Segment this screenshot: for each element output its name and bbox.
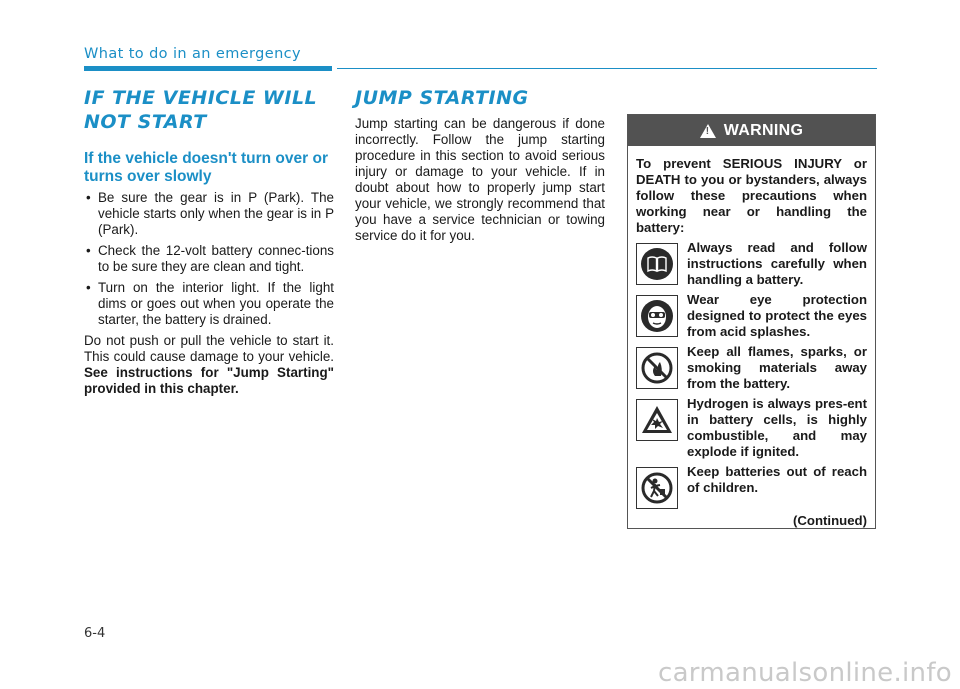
section-title: What to do in an emergency [84,46,302,62]
paragraph-text: Do not push or pull the vehicle to start it. This could cause damage to your vehicle. [84,333,334,364]
left-column [84,86,334,397]
middle-column [355,86,605,244]
list-item: • Check the 12-volt battery connec-tions to be sure they are clean and tight. [84,243,334,275]
keep-from-children-icon [636,467,678,509]
watermark: carmanualsonline.info [657,658,952,688]
warning-item [636,240,867,288]
warning-triangle-icon: ! [700,124,716,138]
explosion-hazard-icon [636,399,678,441]
warning-intro: To prevent SERIOUS INJURY or DEATH to you or bystanders, always follow these precautions when working near or handling the battery: [636,156,867,235]
warning-item [636,464,867,509]
warning-header [628,115,875,146]
warning-item [636,292,867,340]
warning-item-text: Hydrogen is always pres-ent in battery cells, is highly combustible, and may explode if ignited. [687,396,867,459]
list-item: • Be sure the gear is in P (Park). The vehicle starts only when the gear is in P (Park). [84,190,334,238]
header-rule-thin [337,68,877,69]
warning-item-text: Wear eye protection designed to protect the eyes from acid splashes. [687,292,867,339]
eye-protection-icon [636,295,678,337]
push-pull-paragraph [84,333,334,397]
no-flame-icon [636,347,678,389]
jump-starting-reference: See instructions for "Jump Starting" provided in this chapter. [84,365,334,396]
subheading-turns-over-slowly: If the vehicle doesn't turn over or turns over slowly [84,150,328,185]
heading-jump-starting: JUMP STARTING [355,87,529,109]
warning-title: WARNING [723,121,804,139]
warning-item [636,344,867,392]
warning-item [636,396,867,460]
manual-book-icon [636,243,678,285]
warning-item-text: Always read and follow instructions carefully when handling a battery. [687,240,867,287]
warning-item-text: Keep all flames, sparks, or smoking materials away from the battery. [687,344,867,391]
heading-vehicle-will-not-start: IF THE VEHICLE WILL NOT START [84,87,318,133]
warning-item-text: Keep batteries out of reach of children. [687,464,867,495]
header-rule-thick [84,66,332,71]
warning-box [627,114,876,529]
page-number: 6-4 [84,626,106,641]
checklist [84,190,334,328]
continued-label: (Continued) [793,513,867,528]
jump-starting-paragraph: Jump starting can be dangerous if done incorrectly. Follow the jump starting procedure in this section to avoid serious injury or damage to your vehicle. If in doubt about how to properly jump start your vehicle, we strongly recommend that you have a service technician or towing service do it for you. [355,116,605,243]
list-item: • Turn on the interior light. If the light dims or goes out when you operate the starter, the battery is drained. [84,280,334,328]
